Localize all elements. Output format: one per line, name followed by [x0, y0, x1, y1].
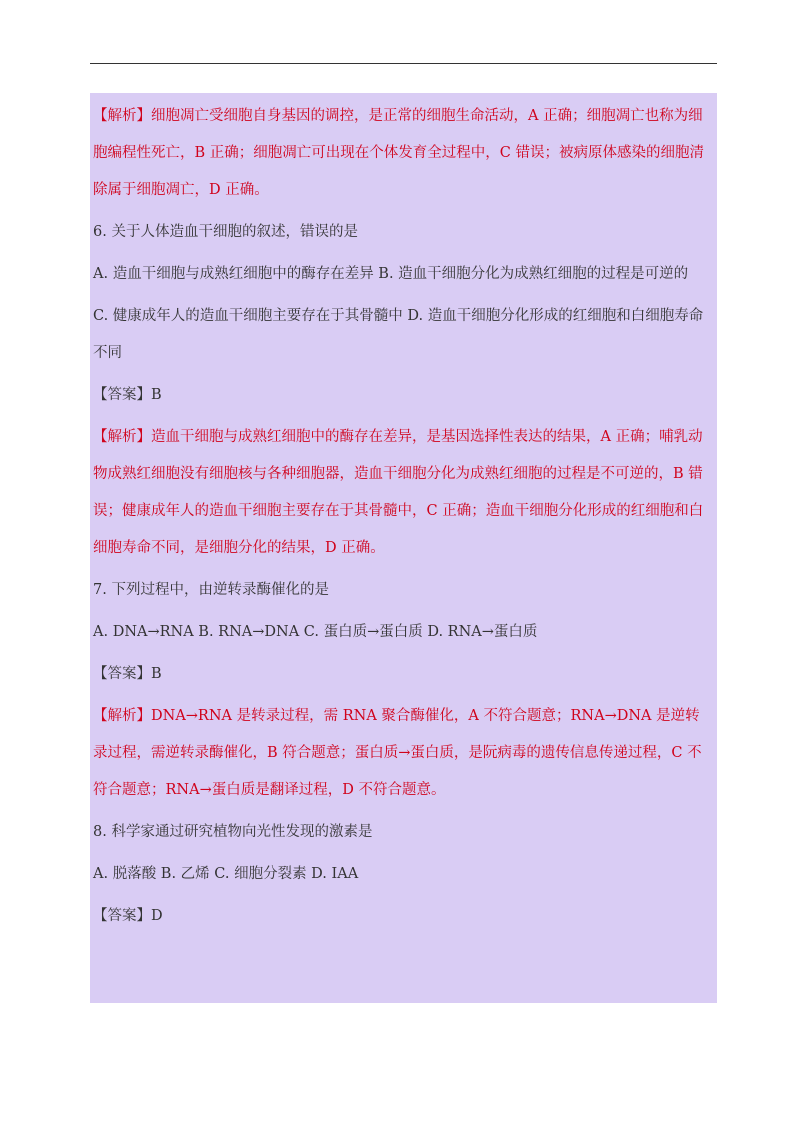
analysis-label: 【解析】: [93, 108, 151, 124]
q7-analysis: [93, 698, 713, 809]
q8-stem: 8. 科学家通过研究植物向光性发现的激素是: [93, 824, 373, 840]
analysis-text: DNA→RNA 是转录过程，需 RNA 聚合酶催化，A 不符合题意；RNA→DNA 是逆转录过程，需逆转录酶催化，B 符合题意；蛋白质→蛋白质，是阮病毒的遗传信息传递过程，C 不符合题意；RNA→蛋白质是翻译过程，D 不符合题意。: [93, 708, 702, 798]
analysis-text: 细胞凋亡受细胞自身基因的调控，是正常的细胞生命活动，A 正确；细胞凋亡也称为细胞编程性死亡，B 正确；细胞凋亡可出现在个体发育全过程中，C 错误；被病原体感染的细胞清除属于细胞凋亡，D 正确。: [93, 108, 704, 198]
q6-analysis: [93, 419, 713, 567]
q6-options-ab: A. 造血干细胞与成熟红细胞中的酶存在差异 B. 造血干细胞分化为成熟红细胞的过程是可逆的: [93, 266, 689, 282]
header-rule: [90, 63, 717, 64]
q7-options: A. DNA→RNA B. RNA→DNA C. 蛋白质→蛋白质 D. RNA→蛋白质: [93, 624, 538, 640]
answer-label: 【答案】: [93, 908, 151, 924]
q7-stem: 7. 下列过程中，由逆转录酶催化的是: [93, 582, 329, 598]
q8-options: A. 脱落酸 B. 乙烯 C. 细胞分裂素 D. IAA: [93, 866, 359, 882]
answer-value: B: [151, 387, 162, 403]
q8-answer: [93, 898, 713, 935]
q6-stem: 6. 关于人体造血干细胞的叙述，错误的是: [93, 224, 358, 240]
q6-answer: [93, 377, 713, 414]
q6-options-cd: C. 健康成年人的造血干细胞主要存在于其骨髓中 D. 造血干细胞分化形成的红细胞和白细胞寿命不同: [93, 308, 704, 361]
answer-label: 【答案】: [93, 387, 151, 403]
analysis-text: 造血干细胞与成熟红细胞中的酶存在差异，是基因选择性表达的结果，A 正确；哺乳动物成熟红细胞没有细胞核与各种细胞器，造血干细胞分化为成熟红细胞的过程是不可逆的，B 错误；健康成年人的造血干细胞主要存在于其骨髓中，C 正确；造血干细胞分化形成的红细胞和白细胞寿命不同，是细胞分化的结果，D 正确。: [93, 429, 704, 556]
q5-analysis: [93, 98, 713, 209]
analysis-label: 【解析】: [93, 708, 151, 724]
answer-value: D: [151, 908, 163, 924]
analysis-label: 【解析】: [93, 429, 151, 445]
document-body: [90, 93, 717, 1003]
answer-value: B: [151, 666, 162, 682]
answer-label: 【答案】: [93, 666, 151, 682]
q7-answer: [93, 656, 713, 693]
